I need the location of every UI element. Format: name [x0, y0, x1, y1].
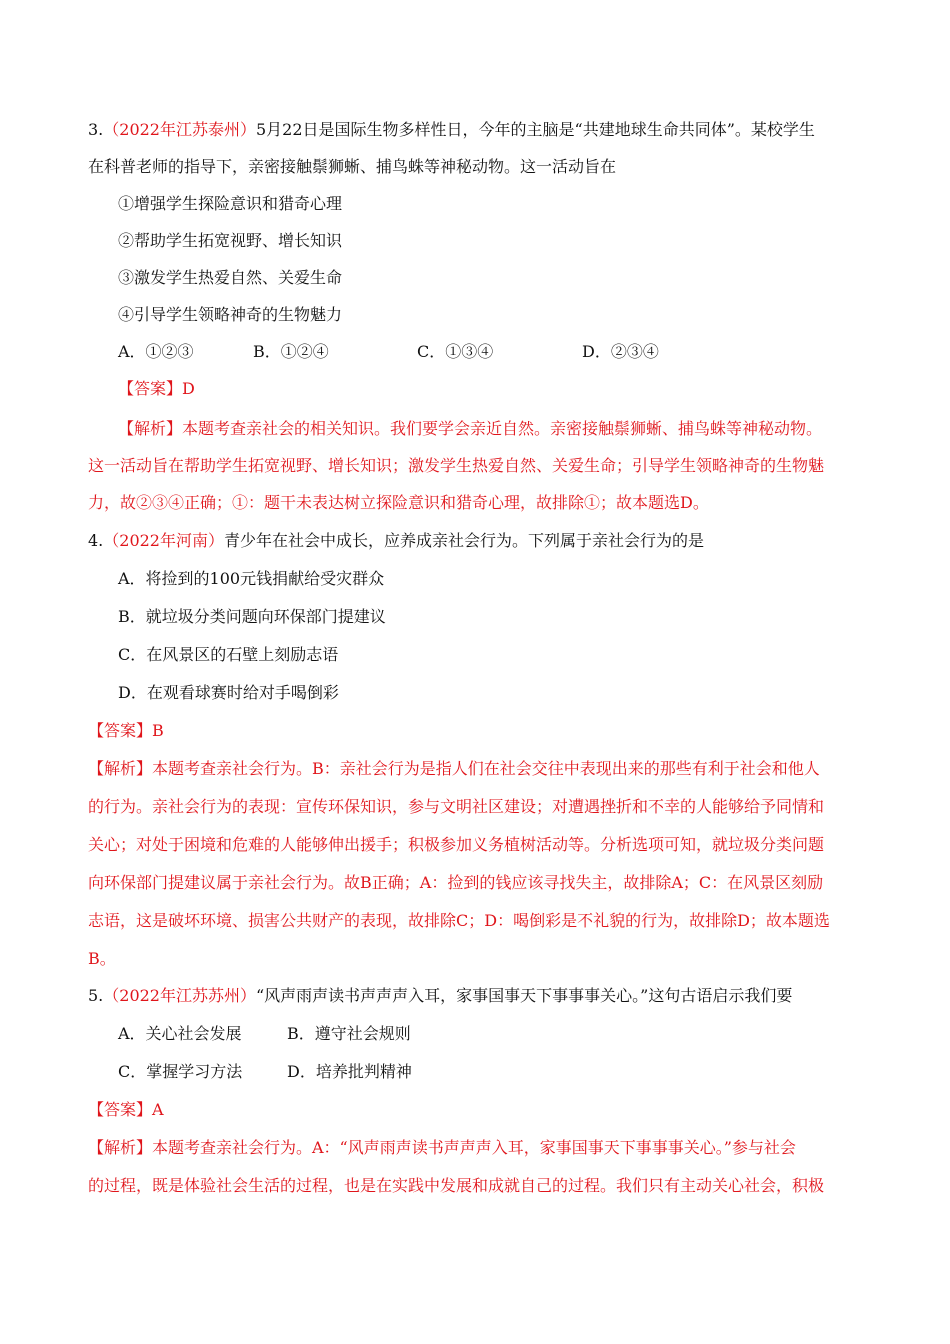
question-4-analysis-line-5: 志语，这是破坏环境、损害公共财产的表现，故排除C；D：喝倒彩是不礼貌的行为，故排除D；故本题选	[88, 911, 830, 930]
question-source: （2022年江苏苏州）	[103, 986, 256, 1005]
question-number: 4.	[88, 531, 104, 550]
question-source: （2022年江苏泰州）	[103, 120, 256, 139]
question-3-item-4: ④引导学生领略神奇的生物魅力	[118, 305, 343, 324]
question-5-option-d: D．培养批判精神	[287, 1062, 412, 1081]
question-number: 3.	[88, 120, 104, 139]
question-3-item-3: ③激发学生热爱自然、关爱生命	[118, 268, 343, 287]
question-5-option-b: B．遵守社会规则	[287, 1024, 411, 1043]
question-3-option-d: D．②③④	[582, 342, 659, 361]
question-3-item-2: ②帮助学生拓宽视野、增长知识	[118, 231, 343, 250]
question-4-analysis-line-4: 向环保部门提建议属于亲社会行为。故B正确；A：捡到的钱应该寻找失主，故排除A；C：在风景区刻励	[88, 873, 824, 892]
question-4-stem	[88, 530, 704, 552]
question-stem-text: 青少年在社会中成长，应养成亲社会行为。下列属于亲社会行为的是	[224, 531, 705, 550]
question-5-option-a: A．关心社会发展	[118, 1024, 242, 1043]
question-3-item-1: ①增强学生探险意识和猎奇心理	[118, 194, 343, 213]
question-stem-text: “风声雨声读书声声声入耳，家事国事天下事事事关心。”这句古语启示我们要	[256, 986, 793, 1005]
question-5-option-c: C．掌握学习方法	[118, 1062, 243, 1081]
question-4-option-d: D．在观看球赛时给对手喝倒彩	[118, 683, 339, 702]
question-4-analysis-line-1: 【解析】本题考查亲社会行为。B：亲社会行为是指人们在社会交往中表现出来的那些有利于社会和他人	[88, 759, 820, 778]
question-stem: 5月22日是国际生物多样性日，今年的主脑是“共建地球生命共同体”。某校学生	[256, 120, 815, 139]
question-5-stem	[88, 985, 792, 1007]
question-4-analysis-line-6: B。	[88, 949, 116, 968]
question-3-option-b: B．①②④	[253, 342, 329, 361]
question-3-analysis-line-2: 这一活动旨在帮助学生拓宽视野、增长知识；激发学生热爱自然、关爱生命；引导学生领略神奇的生物魅	[88, 456, 825, 475]
question-number: 5.	[88, 986, 104, 1005]
question-4-analysis-line-3: 关心；对处于困境和危难的人能够伸出援手；积极参加义务植树活动等。分析选项可知，就垃圾分类问题	[88, 835, 825, 854]
question-3-analysis-line-3: 力，故②③④正确；①：题干未表达树立探险意识和猎奇心理，故排除①；故本题选D。	[88, 493, 709, 512]
question-4-option-c: C．在风景区的石壁上刻励志语	[118, 645, 339, 664]
question-3-stem-line-1	[88, 119, 815, 141]
question-3-option-a: A．①②③	[118, 342, 194, 361]
question-source: （2022年河南）	[103, 531, 224, 550]
question-4-option-a: A．将捡到的100元钱捐献给受灾群众	[118, 569, 385, 588]
question-5-answer: 【答案】A	[88, 1100, 164, 1119]
question-5-analysis-line-2: 的过程，既是体验社会生活的过程，也是在实践中发展和成就自己的过程。我们只有主动关心社会，积极	[88, 1176, 825, 1195]
question-3-analysis-line-1: 【解析】本题考查亲社会的相关知识。我们要学会亲近自然。亲密接触鬃狮蜥、捕鸟蛛等神秘动物。	[118, 419, 823, 438]
question-3-stem-line-2: 在科普老师的指导下，亲密接触鬃狮蜥、捕鸟蛛等神秘动物。这一活动旨在	[88, 157, 617, 176]
question-3-answer: 【答案】D	[118, 379, 195, 398]
question-4-answer: 【答案】B	[88, 721, 164, 740]
question-3-option-c: C．①③④	[417, 342, 494, 361]
question-4-analysis-line-2: 的行为。亲社会行为的表现：宣传环保知识，参与文明社区建设；对遭遇挫折和不幸的人能够给予同情和	[88, 797, 825, 816]
question-4-option-b: B．就垃圾分类问题向环保部门提建议	[118, 607, 386, 626]
question-5-analysis-line-1: 【解析】本题考查亲社会行为。A：“风声雨声读书声声声入耳，家事国事天下事事事关心。”参与社会	[88, 1138, 796, 1157]
